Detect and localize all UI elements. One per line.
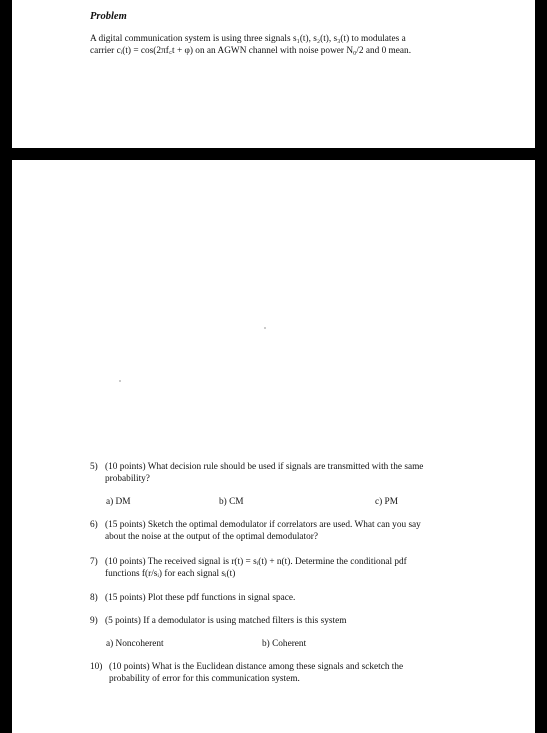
question-number: 9) (90, 616, 98, 626)
question-text-line: (15 points) Sketch the optimal demodulator if correlators are used. What can you say (105, 520, 421, 530)
intro-line-2: carrier cᵢ(t) = cos(2πf꜀t + φ) on an AGWN channel with noise power N₀/2 and 0 mean. (90, 46, 412, 56)
question-10 (90, 662, 480, 685)
question-text-line: (10 points) What is the Euclidean distance among these signals and scketch the (109, 662, 404, 672)
question-9 (90, 616, 480, 628)
question-text-line: about the noise at the output of the optimal demodulator? (105, 531, 319, 542)
scan-speck (264, 327, 266, 329)
question-text-line: (10 points) The received signal is r(t) = sᵢ(t) + n(t). Determine the conditional pdf (105, 557, 407, 567)
problem-title: Problem (90, 11, 127, 22)
question-5-options (106, 497, 478, 509)
question-text-line: probability of error for this communication system. (109, 673, 300, 684)
question-text-line: (10 points) What decision rule should be used if signals are transmitted with the same (105, 462, 424, 472)
option-dm: a) DM (106, 497, 131, 507)
question-text-line: (15 points) Plot these pdf functions in signal space. (105, 593, 296, 603)
document-page-1 (12, 0, 535, 148)
question-9-options (106, 639, 478, 651)
question-number: 10) (90, 662, 103, 672)
problem-intro (90, 33, 478, 57)
question-text-line: probability? (105, 473, 150, 484)
question-number: 7) (90, 557, 98, 567)
question-6 (90, 520, 480, 543)
intro-line-1: A digital communication system is using three signals s₁(t), s₂(t), s₃(t) to modulates a (90, 34, 406, 44)
scan-speck (119, 380, 121, 382)
option-noncoherent: a) Noncoherent (106, 639, 164, 649)
question-8 (90, 593, 480, 605)
question-text-line: functions f(r/sᵢ) for each signal sᵢ(t) (105, 568, 236, 579)
option-pm: c) PM (375, 497, 398, 507)
question-7 (90, 557, 480, 580)
question-text-line: (5 points) If a demodulator is using matched filters is this system (105, 616, 347, 626)
option-coherent: b) Coherent (262, 639, 307, 649)
option-cm: b) CM (219, 497, 244, 507)
question-5 (90, 462, 480, 485)
document-page-2 (12, 160, 535, 733)
question-number: 6) (90, 520, 98, 530)
question-number: 5) (90, 462, 98, 472)
question-number: 8) (90, 593, 98, 603)
